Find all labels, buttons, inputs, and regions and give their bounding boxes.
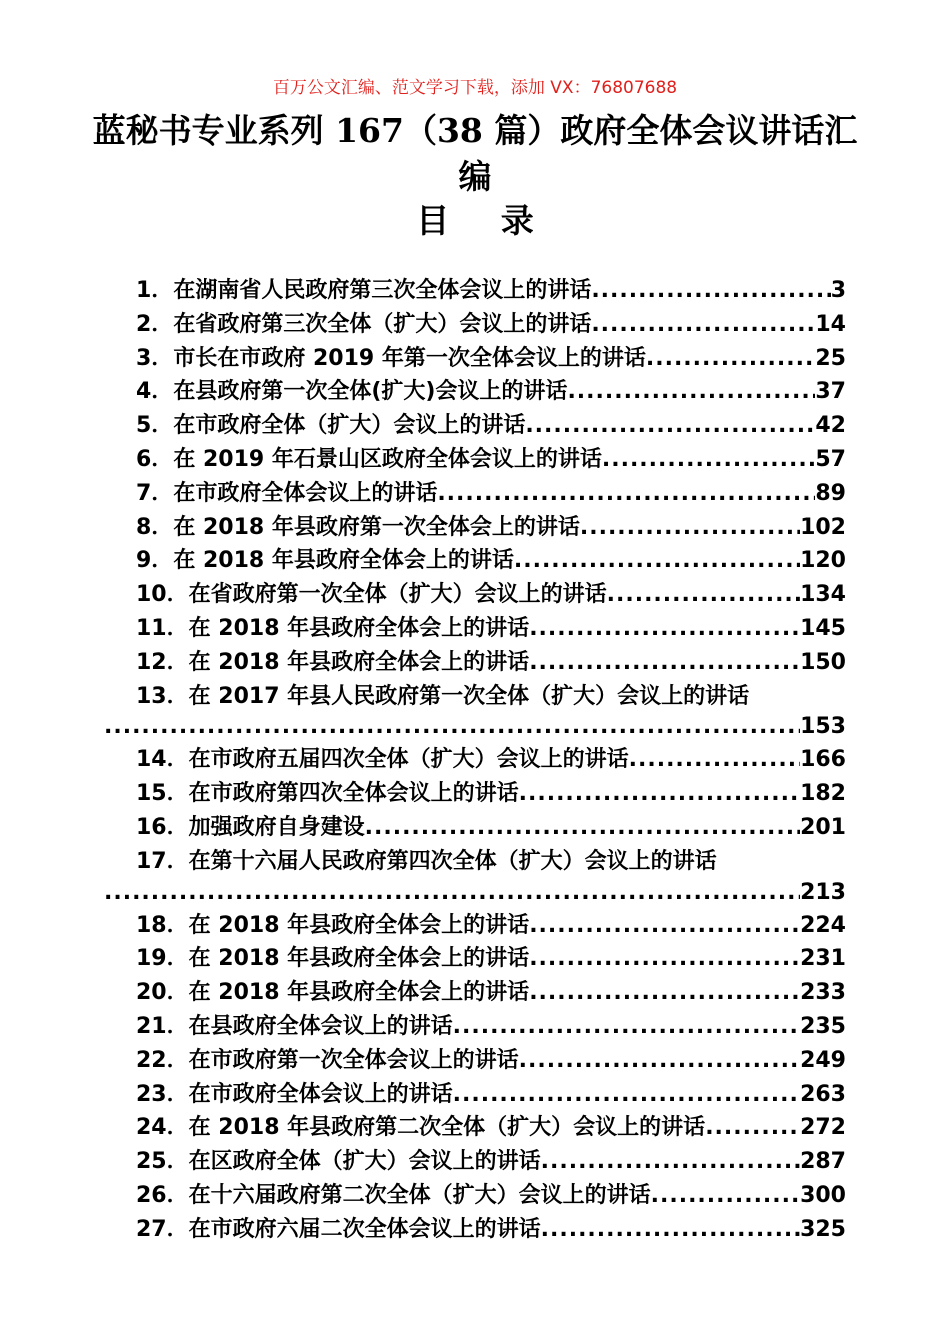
toc-entry[interactable] (104, 477, 846, 511)
toc-leader-dots (646, 342, 816, 376)
toc-entry-number: 15． (136, 781, 189, 807)
toc-entry-number: 11． (136, 615, 189, 641)
toc-entry-number: 13． (136, 683, 189, 709)
toc-leader-dots (104, 879, 800, 907)
toc-entry-page: 201 (800, 814, 846, 840)
toc-entry-number: 2． (136, 311, 174, 337)
toc-entry-number: 19． (136, 946, 189, 972)
toc-leader-dots (541, 1145, 800, 1179)
toc-entry[interactable] (104, 976, 846, 1010)
toc-leader-dots (607, 578, 800, 612)
toc-entry-title: 在市政府第四次全体会议上的讲话 (188, 781, 519, 807)
toc-entry-number: 24． (136, 1115, 189, 1141)
toc-entry-title: 在省政府第三次全体（扩大）会议上的讲话 (173, 311, 592, 337)
toc-entry[interactable] (104, 1010, 846, 1044)
toc-leader-dots (529, 612, 800, 646)
toc-leader-dots (705, 1111, 800, 1145)
toc-leader-dots (453, 1078, 800, 1112)
toc-leader-dots (519, 777, 800, 811)
toc-entry-page: 153 (800, 714, 846, 740)
toc-entry-page: 263 (800, 1081, 846, 1107)
toc-entry-page: 37 (815, 379, 846, 405)
toc-entry[interactable] (104, 409, 846, 443)
toc-entry-number: 6． (136, 446, 174, 472)
toc-entry[interactable] (104, 544, 846, 578)
toc-entry[interactable] (104, 1044, 846, 1078)
toc-leader-dots (580, 511, 800, 545)
toc-entry-page: 14 (815, 311, 846, 337)
toc-entry[interactable] (104, 578, 846, 612)
toc-entry-title: 在省政府第一次全体（扩大）会议上的讲话 (188, 582, 607, 608)
toc-entry-title: 在 2018 年县政府全体会上的讲话 (188, 912, 530, 938)
toc-entry-number: 5． (136, 413, 174, 439)
toc-leader-dots (602, 443, 816, 477)
toc-entry-number: 17． (136, 848, 189, 874)
toc-leader-dots (514, 544, 800, 578)
toc-leader-dots (519, 1044, 800, 1078)
toc-entry[interactable] (104, 845, 846, 909)
toc-entry-page: 150 (800, 649, 846, 675)
toc-entry[interactable] (104, 680, 846, 744)
toc-leader-dots (529, 909, 800, 943)
toc-entry-page: 249 (800, 1047, 846, 1073)
table-of-contents (104, 274, 846, 1247)
toc-entry[interactable] (104, 511, 846, 545)
toc-entry-page: 102 (800, 514, 846, 540)
toc-entry-number: 8． (136, 514, 174, 540)
document-title: 蓝秘书专业系列 167（38 篇）政府全体会议讲话汇编 (92, 111, 858, 196)
toc-leader-dots (529, 942, 800, 976)
toc-entry-title: 在 2018 年县政府第二次全体（扩大）会议上的讲话 (188, 1115, 706, 1141)
toc-entry-number: 10． (136, 582, 189, 608)
toc-leader-dots (529, 646, 800, 680)
toc-entry[interactable] (104, 909, 846, 943)
toc-entry[interactable] (104, 1179, 846, 1213)
toc-entry-title: 在区政府全体（扩大）会议上的讲话 (188, 1149, 541, 1175)
toc-leader-dots (365, 811, 800, 845)
toc-entry-number: 14． (136, 747, 189, 773)
toc-entry[interactable] (104, 1111, 846, 1145)
toc-entry-page: 224 (800, 912, 846, 938)
toc-entry[interactable] (104, 942, 846, 976)
toc-entry-title: 在 2018 年县政府全体会上的讲话 (188, 615, 530, 641)
toc-entry[interactable] (104, 1078, 846, 1112)
toc-entry-page: 42 (815, 413, 846, 439)
toc-entry[interactable] (104, 777, 846, 811)
toc-entry-number: 9． (136, 548, 174, 574)
toc-entry-page: 233 (800, 980, 846, 1006)
toc-entry-number: 12． (136, 649, 189, 675)
toc-entry-title: 在县政府全体会议上的讲话 (188, 1013, 453, 1039)
toc-entry-title: 市长在市政府 2019 年第一次全体会议上的讲话 (173, 345, 646, 371)
toc-entry-number: 23． (136, 1081, 189, 1107)
toc-entry-title: 在市政府全体（扩大）会议上的讲话 (173, 413, 526, 439)
toc-entry-number: 25． (136, 1149, 189, 1175)
toc-entry-number: 4． (136, 379, 174, 405)
toc-entry-number: 16． (136, 814, 189, 840)
toc-entry[interactable] (104, 612, 846, 646)
toc-entry[interactable] (104, 811, 846, 845)
toc-leader-dots (453, 1010, 800, 1044)
toc-entry-page: 300 (800, 1182, 846, 1208)
toc-entry-title: 在 2018 年县政府全体会上的讲话 (173, 548, 514, 574)
toc-entry-number: 21． (136, 1013, 189, 1039)
toc-leader-dots (591, 308, 815, 342)
toc-entry-title: 加强政府自身建设 (188, 814, 365, 840)
toc-entry-page: 89 (815, 480, 846, 506)
toc-entry-title: 在 2018 年县政府全体会上的讲话 (188, 946, 530, 972)
toc-entry-page: 134 (800, 582, 846, 608)
toc-leader-dots (591, 274, 830, 308)
toc-entry-title: 在 2018 年县政府全体会上的讲话 (188, 980, 530, 1006)
toc-entry-title: 在市政府全体会议上的讲话 (188, 1081, 453, 1107)
toc-entry-number: 7． (136, 480, 174, 506)
toc-entry-number: 18． (136, 912, 189, 938)
watermark-text: 百万公文汇编、范文学习下载，添加 VX：76807688 (272, 78, 678, 98)
toc-entry-title: 在市政府全体会议上的讲话 (173, 480, 438, 506)
toc-heading: 目 录 (416, 201, 554, 240)
toc-entry[interactable] (104, 308, 846, 342)
toc-entry-title: 在湖南省人民政府第三次全体会议上的讲话 (173, 278, 592, 303)
toc-entry-page: 272 (800, 1115, 846, 1141)
toc-leader-dots (567, 375, 815, 409)
toc-entry[interactable] (104, 646, 846, 680)
toc-entry-title: 在十六届政府第二次全体（扩大）会议上的讲话 (188, 1182, 651, 1208)
toc-entry-page: 231 (800, 946, 846, 972)
toc-entry-page: 166 (800, 747, 846, 773)
toc-leader-dots (541, 1213, 800, 1247)
toc-entry[interactable] (104, 443, 846, 477)
toc-entry-page: 325 (800, 1216, 846, 1242)
toc-entry-title: 在市政府五届四次全体（扩大）会议上的讲话 (188, 747, 629, 773)
toc-entry-number: 26． (136, 1182, 189, 1208)
toc-entry-title: 在 2017 年县人民政府第一次全体（扩大）会议上的讲话 (188, 683, 750, 709)
toc-entry-page: 25 (815, 345, 846, 371)
toc-entry-title: 在 2019 年石景山区政府全体会议上的讲话 (173, 446, 602, 472)
toc-entry-number: 20． (136, 980, 189, 1006)
toc-entry-title: 在 2018 年县政府全体会上的讲话 (188, 649, 530, 675)
toc-entry[interactable] (104, 274, 846, 308)
toc-leader-dots (529, 976, 800, 1010)
toc-leader-dots (651, 1179, 800, 1213)
toc-entry-title: 在 2018 年县政府第一次全体会上的讲话 (173, 514, 580, 540)
toc-entry[interactable] (104, 1145, 846, 1179)
toc-leader-dots (104, 713, 800, 741)
toc-entry[interactable] (104, 342, 846, 376)
toc-entry-page: 213 (800, 879, 846, 905)
toc-entry-page: 3 (830, 278, 846, 303)
toc-entry-title: 在县政府第一次全体(扩大)会议上的讲话 (173, 379, 568, 405)
toc-entry-page: 182 (800, 781, 846, 807)
toc-entry[interactable] (104, 1213, 846, 1247)
toc-entry-title: 在第十六届人民政府第四次全体（扩大）会议上的讲话 (188, 848, 717, 874)
toc-entry[interactable] (104, 375, 846, 409)
toc-leader-dots (629, 743, 800, 777)
toc-leader-dots (525, 409, 815, 443)
toc-entry-page: 120 (800, 548, 846, 574)
toc-entry-number: 22． (136, 1047, 189, 1073)
toc-entry-number: 3． (136, 345, 174, 371)
toc-entry-page: 145 (800, 615, 846, 641)
toc-entry-title: 在市政府六届二次全体会议上的讲话 (188, 1216, 541, 1242)
toc-entry-number: 27． (136, 1216, 189, 1242)
toc-entry-page: 235 (800, 1013, 846, 1039)
toc-entry[interactable] (104, 743, 846, 777)
toc-entry-page: 287 (800, 1149, 846, 1175)
toc-entry-page: 57 (815, 446, 846, 472)
toc-leader-dots (437, 477, 815, 511)
toc-entry-title: 在市政府第一次全体会议上的讲话 (188, 1047, 519, 1073)
toc-entry-number: 1． (136, 278, 174, 303)
